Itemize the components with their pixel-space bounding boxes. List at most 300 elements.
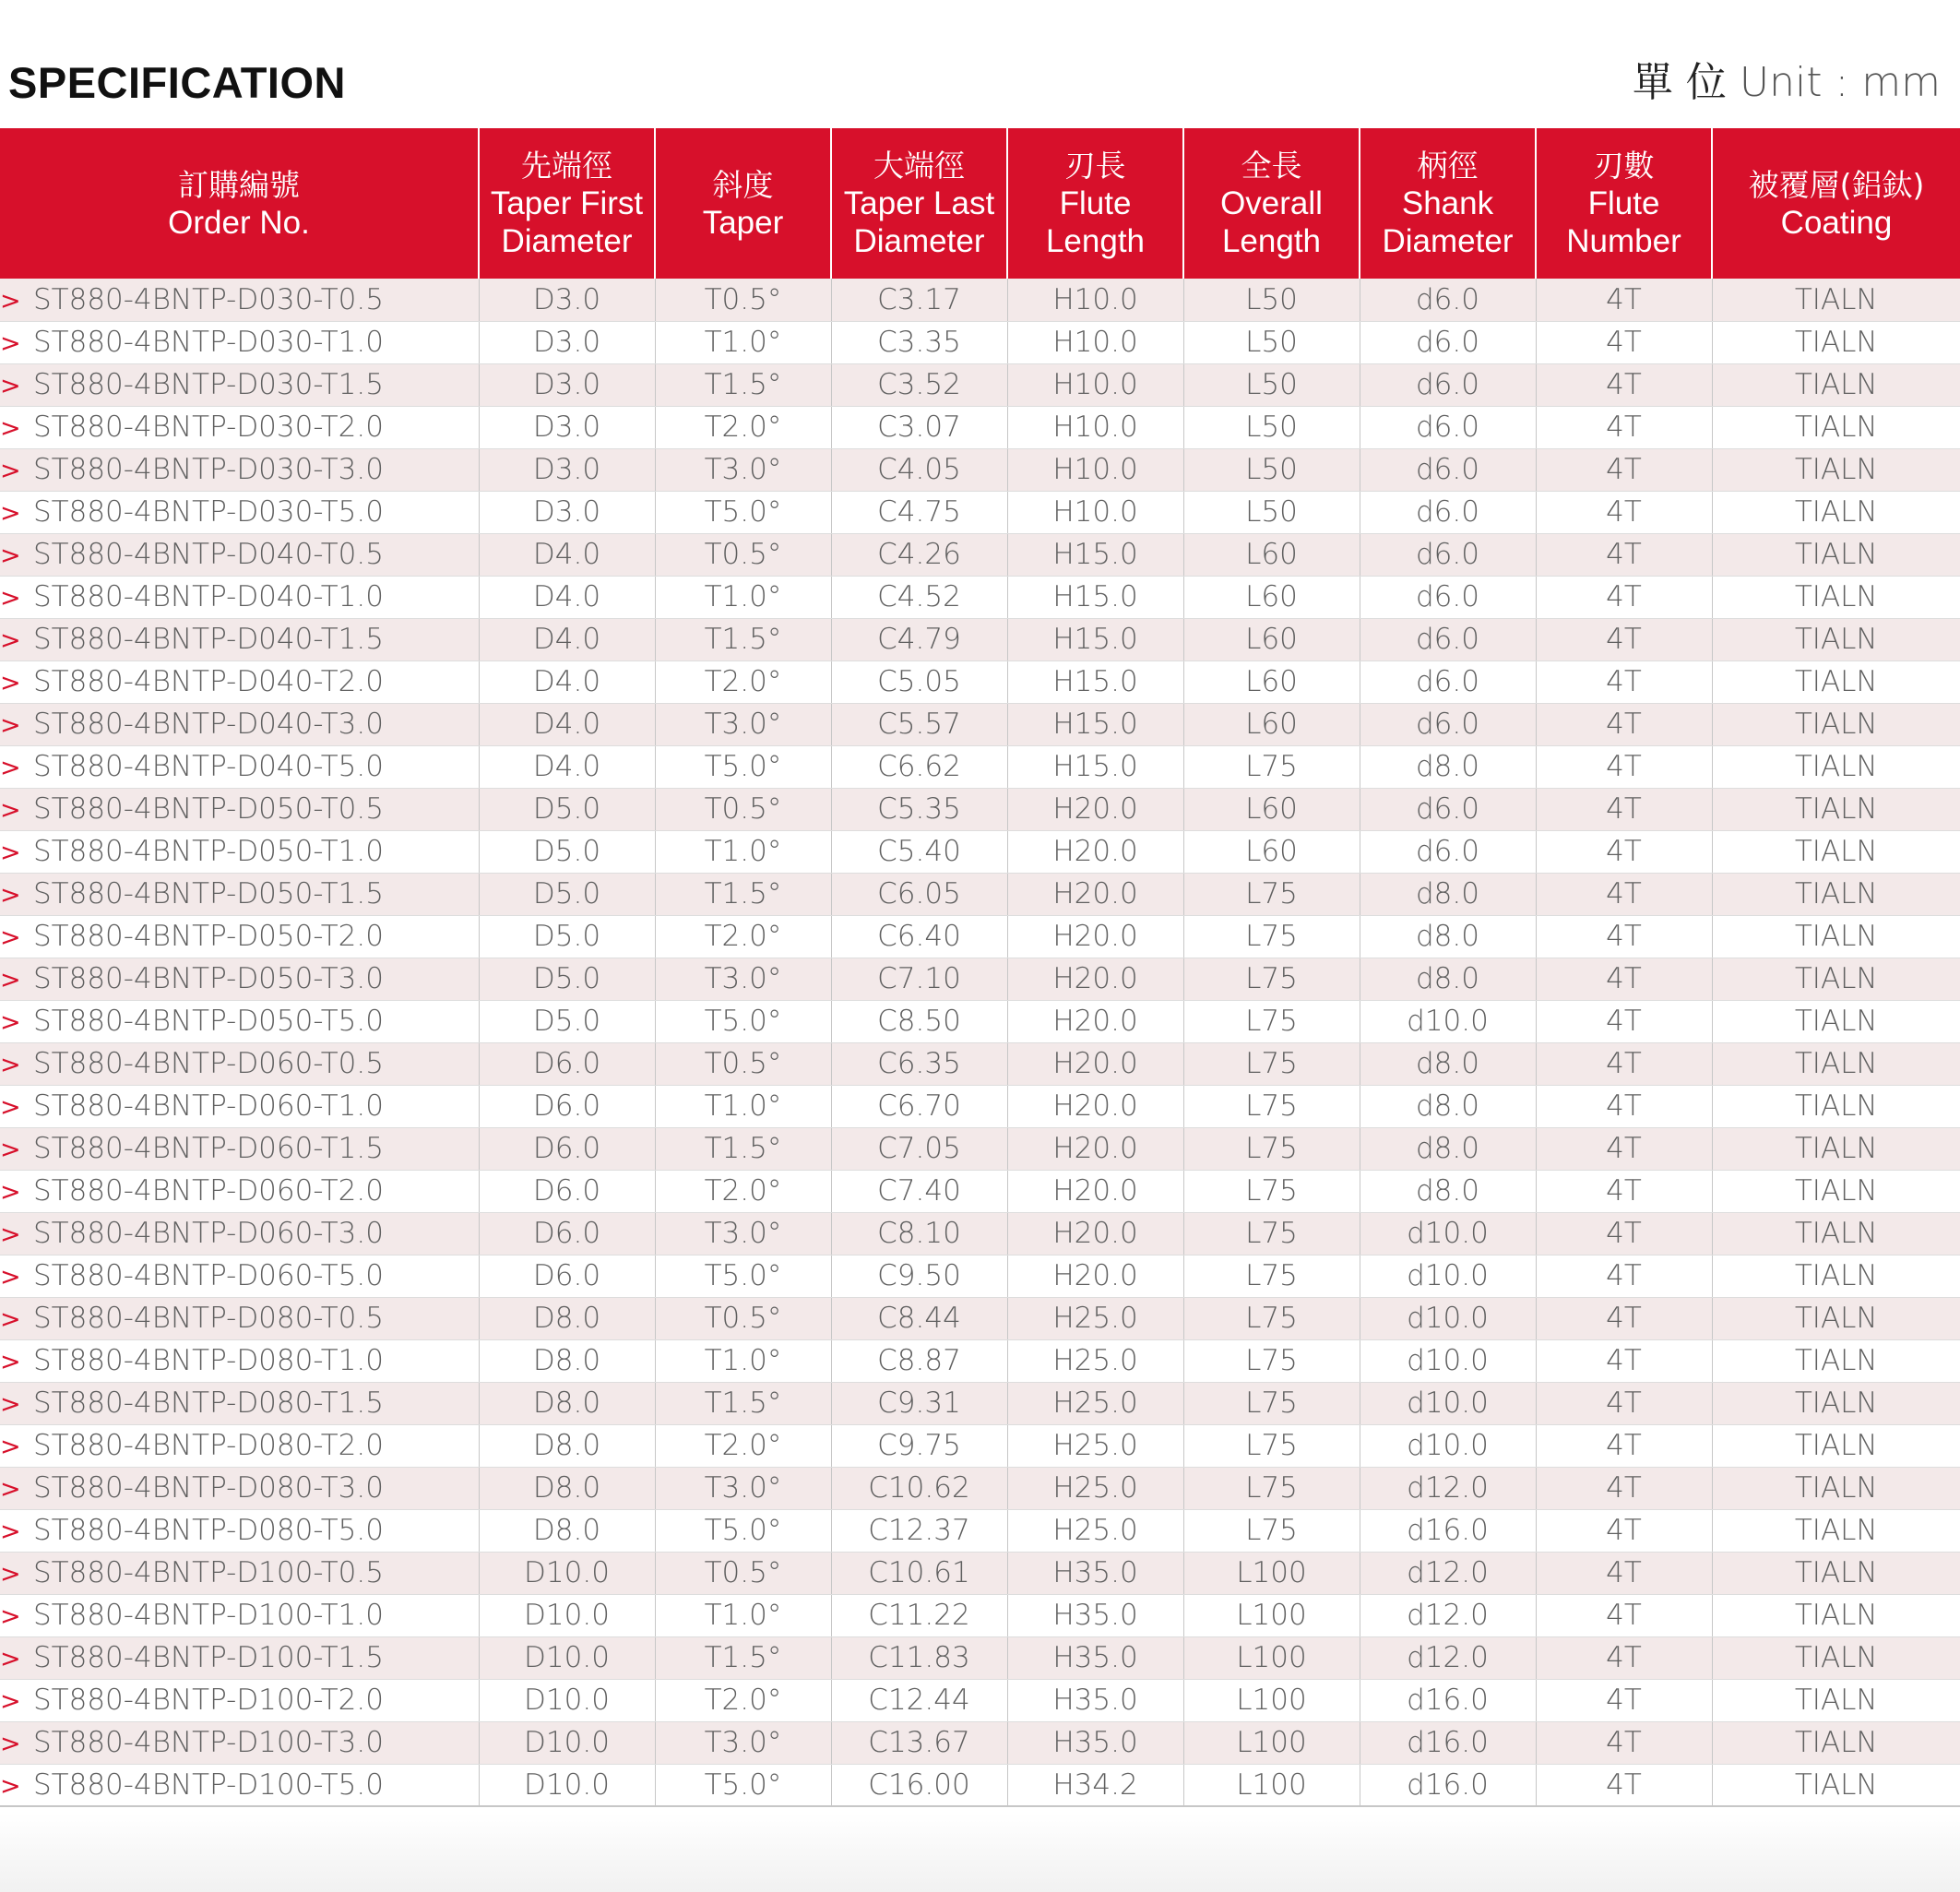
cell-flute-number: 4T <box>1536 1212 1712 1255</box>
cell-flute-number: 4T <box>1536 618 1712 660</box>
order-number: ST880-4BNTP-D030-T5.0 <box>33 495 384 529</box>
cell-flute-length: H34.2 <box>1007 1764 1183 1806</box>
cell-taper: T1.5° <box>655 363 831 406</box>
cell-flute-number: 4T <box>1536 830 1712 873</box>
cell-taper-first-diameter: D4.0 <box>479 660 655 703</box>
specification-table <box>0 128 1960 1807</box>
cell-taper-first-diameter: D6.0 <box>479 1212 655 1255</box>
cell-shank-diameter: d10.0 <box>1360 1382 1536 1424</box>
column-header-flute-number <box>1536 128 1712 279</box>
cell-order-no <box>0 1509 479 1552</box>
cell-taper-first-diameter: D10.0 <box>479 1636 655 1679</box>
cell-coating: TIALN <box>1712 830 1960 873</box>
cell-coating: TIALN <box>1712 703 1960 745</box>
row-marker-chevron-icon: > <box>0 584 21 613</box>
table-row <box>0 1594 1960 1636</box>
cell-overall-length: L50 <box>1183 279 1360 321</box>
cell-coating: TIALN <box>1712 1721 1960 1764</box>
cell-taper-last-diameter: C6.62 <box>831 745 1007 788</box>
order-number: ST880-4BNTP-D060-T1.5 <box>33 1132 384 1165</box>
cell-taper: T1.0° <box>655 1085 831 1127</box>
table-row <box>0 703 1960 745</box>
cell-overall-length: L75 <box>1183 1000 1360 1042</box>
cell-shank-diameter: d6.0 <box>1360 660 1536 703</box>
cell-overall-length: L50 <box>1183 406 1360 448</box>
cell-flute-length: H10.0 <box>1007 406 1183 448</box>
cell-taper: T5.0° <box>655 1509 831 1552</box>
cell-order-no <box>0 703 479 745</box>
cell-taper-first-diameter: D5.0 <box>479 1000 655 1042</box>
cell-order-no <box>0 533 479 576</box>
table-row <box>0 1297 1960 1339</box>
row-marker-chevron-icon: > <box>0 1475 21 1504</box>
order-number: ST880-4BNTP-D080-T1.0 <box>33 1344 384 1377</box>
cell-coating: TIALN <box>1712 1297 1960 1339</box>
cell-shank-diameter: d10.0 <box>1360 1255 1536 1297</box>
cell-order-no <box>0 1339 479 1382</box>
cell-taper-last-diameter: C13.67 <box>831 1721 1007 1764</box>
cell-taper: T2.0° <box>655 1424 831 1467</box>
cell-shank-diameter: d6.0 <box>1360 406 1536 448</box>
cell-taper-first-diameter: D6.0 <box>479 1127 655 1170</box>
cell-order-no <box>0 1170 479 1212</box>
row-marker-chevron-icon: > <box>0 499 21 528</box>
cell-order-no <box>0 1212 479 1255</box>
cell-taper-first-diameter: D3.0 <box>479 491 655 533</box>
column-header-coating <box>1712 128 1960 279</box>
cell-order-no <box>0 448 479 491</box>
column-header-en: Shank <box>1401 185 1494 221</box>
table-row <box>0 1339 1960 1382</box>
cell-flute-length: H35.0 <box>1007 1636 1183 1679</box>
cell-shank-diameter: d12.0 <box>1360 1552 1536 1594</box>
table-row <box>0 1679 1960 1721</box>
cell-coating: TIALN <box>1712 745 1960 788</box>
row-marker-chevron-icon: > <box>0 1602 21 1631</box>
cell-order-no <box>0 915 479 958</box>
cell-coating: TIALN <box>1712 448 1960 491</box>
cell-taper: T5.0° <box>655 1764 831 1806</box>
column-header-taper <box>655 128 831 279</box>
order-number: ST880-4BNTP-D100-T1.0 <box>33 1599 384 1632</box>
cell-taper-first-diameter: D5.0 <box>479 958 655 1000</box>
cell-flute-number: 4T <box>1536 279 1712 321</box>
column-header-en: Taper <box>702 204 784 241</box>
cell-taper-first-diameter: D10.0 <box>479 1764 655 1806</box>
cell-flute-number: 4T <box>1536 448 1712 491</box>
table-row <box>0 406 1960 448</box>
cell-order-no <box>0 788 479 830</box>
cell-taper-first-diameter: D8.0 <box>479 1424 655 1467</box>
header-row <box>0 128 1960 279</box>
cell-overall-length: L75 <box>1183 1382 1360 1424</box>
cell-shank-diameter: d8.0 <box>1360 1127 1536 1170</box>
column-header-en: Diameter <box>853 223 985 259</box>
cell-taper-first-diameter: D3.0 <box>479 448 655 491</box>
table-row <box>0 788 1960 830</box>
table-body <box>0 279 1960 1806</box>
table-row <box>0 958 1960 1000</box>
table-row <box>0 830 1960 873</box>
cell-flute-length: H10.0 <box>1007 363 1183 406</box>
cell-coating: TIALN <box>1712 1424 1960 1467</box>
cell-order-no <box>0 830 479 873</box>
column-header-zh: 刃長 <box>1064 148 1126 184</box>
column-header-en: Flute <box>1587 185 1660 221</box>
cell-coating: TIALN <box>1712 321 1960 363</box>
cell-taper-first-diameter: D8.0 <box>479 1339 655 1382</box>
cell-taper: T1.5° <box>655 618 831 660</box>
cell-overall-length: L75 <box>1183 1339 1360 1382</box>
row-marker-chevron-icon: > <box>0 1220 21 1249</box>
cell-order-no <box>0 363 479 406</box>
cell-order-no <box>0 406 479 448</box>
cell-taper-last-diameter: C10.62 <box>831 1467 1007 1509</box>
cell-shank-diameter: d6.0 <box>1360 788 1536 830</box>
cell-taper-last-diameter: C7.40 <box>831 1170 1007 1212</box>
cell-taper: T5.0° <box>655 745 831 788</box>
cell-overall-length: L60 <box>1183 576 1360 618</box>
order-number: ST880-4BNTP-D030-T0.5 <box>33 282 384 316</box>
cell-overall-length: L50 <box>1183 321 1360 363</box>
cell-taper-first-diameter: D6.0 <box>479 1085 655 1127</box>
cell-coating: TIALN <box>1712 915 1960 958</box>
cell-shank-diameter: d10.0 <box>1360 1000 1536 1042</box>
column-header-shank-diameter <box>1360 128 1536 279</box>
cell-overall-length: L50 <box>1183 363 1360 406</box>
order-number: ST880-4BNTP-D050-T1.5 <box>33 877 384 910</box>
cell-taper: T1.5° <box>655 1636 831 1679</box>
cell-coating: TIALN <box>1712 618 1960 660</box>
cell-taper: T3.0° <box>655 958 831 1000</box>
cell-overall-length: L75 <box>1183 1509 1360 1552</box>
cell-taper-last-diameter: C8.87 <box>831 1339 1007 1382</box>
cell-flute-length: H20.0 <box>1007 958 1183 1000</box>
table-row <box>0 1085 1960 1127</box>
cell-taper: T1.0° <box>655 321 831 363</box>
cell-shank-diameter: d6.0 <box>1360 618 1536 660</box>
cell-flute-length: H35.0 <box>1007 1679 1183 1721</box>
cell-taper: T3.0° <box>655 448 831 491</box>
cell-taper: T1.5° <box>655 1127 831 1170</box>
cell-taper: T2.0° <box>655 1170 831 1212</box>
cell-taper-first-diameter: D8.0 <box>479 1509 655 1552</box>
cell-flute-length: H35.0 <box>1007 1721 1183 1764</box>
cell-shank-diameter: d6.0 <box>1360 279 1536 321</box>
cell-coating: TIALN <box>1712 660 1960 703</box>
order-number: ST880-4BNTP-D100-T1.5 <box>33 1641 384 1674</box>
row-marker-chevron-icon: > <box>0 966 21 994</box>
cell-flute-length: H15.0 <box>1007 660 1183 703</box>
cell-flute-number: 4T <box>1536 1170 1712 1212</box>
order-number: ST880-4BNTP-D080-T1.5 <box>33 1386 384 1420</box>
row-marker-chevron-icon: > <box>0 754 21 782</box>
column-header-zh: 斜度 <box>712 166 774 203</box>
cell-order-no <box>0 1297 479 1339</box>
cell-taper: T3.0° <box>655 1212 831 1255</box>
row-marker-chevron-icon: > <box>0 457 21 485</box>
order-number: ST880-4BNTP-D040-T3.0 <box>33 708 384 741</box>
column-header-en: Diameter <box>1382 223 1514 259</box>
order-number: ST880-4BNTP-D040-T1.0 <box>33 580 384 613</box>
row-marker-chevron-icon: > <box>0 626 21 655</box>
table-row <box>0 1127 1960 1170</box>
cell-flute-number: 4T <box>1536 1764 1712 1806</box>
cell-overall-length: L75 <box>1183 915 1360 958</box>
cell-flute-length: H10.0 <box>1007 279 1183 321</box>
cell-taper-last-diameter: C5.57 <box>831 703 1007 745</box>
row-marker-chevron-icon: > <box>0 1008 21 1037</box>
cell-order-no <box>0 1594 479 1636</box>
cell-flute-length: H10.0 <box>1007 321 1183 363</box>
cell-order-no <box>0 1424 479 1467</box>
cell-taper-last-diameter: C3.07 <box>831 406 1007 448</box>
cell-order-no <box>0 1467 479 1509</box>
cell-overall-length: L75 <box>1183 1085 1360 1127</box>
order-number: ST880-4BNTP-D080-T5.0 <box>33 1514 384 1547</box>
cell-taper-first-diameter: D3.0 <box>479 321 655 363</box>
cell-taper-first-diameter: D6.0 <box>479 1170 655 1212</box>
cell-shank-diameter: d6.0 <box>1360 491 1536 533</box>
cell-shank-diameter: d8.0 <box>1360 873 1536 915</box>
table-row <box>0 1212 1960 1255</box>
cell-taper-last-diameter: C8.10 <box>831 1212 1007 1255</box>
cell-order-no <box>0 1085 479 1127</box>
cell-coating: TIALN <box>1712 1636 1960 1679</box>
cell-flute-length: H25.0 <box>1007 1424 1183 1467</box>
cell-taper: T2.0° <box>655 660 831 703</box>
column-header-en: Length <box>1221 223 1322 259</box>
cell-order-no <box>0 576 479 618</box>
table-row <box>0 1764 1960 1806</box>
row-marker-chevron-icon: > <box>0 1348 21 1376</box>
cell-flute-length: H10.0 <box>1007 448 1183 491</box>
cell-coating: TIALN <box>1712 1467 1960 1509</box>
order-number: ST880-4BNTP-D050-T2.0 <box>33 920 384 953</box>
cell-overall-length: L100 <box>1183 1679 1360 1721</box>
cell-taper-first-diameter: D3.0 <box>479 279 655 321</box>
row-marker-chevron-icon: > <box>0 796 21 825</box>
cell-taper-last-diameter: C3.52 <box>831 363 1007 406</box>
cell-taper-last-diameter: C4.26 <box>831 533 1007 576</box>
row-marker-chevron-icon: > <box>0 414 21 443</box>
cell-flute-length: H25.0 <box>1007 1339 1183 1382</box>
cell-taper-first-diameter: D4.0 <box>479 618 655 660</box>
table-row <box>0 1170 1960 1212</box>
cell-order-no <box>0 1255 479 1297</box>
cell-shank-diameter: d8.0 <box>1360 1170 1536 1212</box>
order-number: ST880-4BNTP-D100-T5.0 <box>33 1767 384 1802</box>
cell-taper-first-diameter: D10.0 <box>479 1552 655 1594</box>
table-row <box>0 1636 1960 1679</box>
cell-taper-last-diameter: C10.61 <box>831 1552 1007 1594</box>
order-number: ST880-4BNTP-D100-T3.0 <box>33 1726 384 1759</box>
cell-order-no <box>0 1764 479 1806</box>
cell-shank-diameter: d8.0 <box>1360 915 1536 958</box>
table-row <box>0 1255 1960 1297</box>
cell-order-no <box>0 618 479 660</box>
order-number: ST880-4BNTP-D080-T3.0 <box>33 1471 384 1505</box>
cell-flute-number: 4T <box>1536 1255 1712 1297</box>
cell-shank-diameter: d10.0 <box>1360 1297 1536 1339</box>
cell-taper: T1.0° <box>655 1594 831 1636</box>
order-number: ST880-4BNTP-D040-T5.0 <box>33 750 384 783</box>
cell-order-no <box>0 279 479 321</box>
cell-flute-length: H15.0 <box>1007 618 1183 660</box>
cell-flute-number: 4T <box>1536 1594 1712 1636</box>
cell-taper-last-diameter: C3.35 <box>831 321 1007 363</box>
table-row <box>0 576 1960 618</box>
cell-shank-diameter: d16.0 <box>1360 1679 1536 1721</box>
cell-order-no <box>0 660 479 703</box>
cell-taper-last-diameter: C12.44 <box>831 1679 1007 1721</box>
column-header-flute-length <box>1007 128 1183 279</box>
column-header-en: Diameter <box>501 223 633 259</box>
cell-taper: T1.0° <box>655 1339 831 1382</box>
cell-flute-number: 4T <box>1536 873 1712 915</box>
row-marker-chevron-icon: > <box>0 1645 21 1673</box>
order-number: ST880-4BNTP-D080-T0.5 <box>33 1302 384 1335</box>
column-header-en: Coating <box>1780 204 1893 241</box>
cell-shank-diameter: d6.0 <box>1360 321 1536 363</box>
row-marker-chevron-icon: > <box>0 1517 21 1546</box>
cell-overall-length: L60 <box>1183 660 1360 703</box>
cell-taper-last-diameter: C5.35 <box>831 788 1007 830</box>
cell-taper-last-diameter: C16.00 <box>831 1764 1007 1806</box>
cell-flute-number: 4T <box>1536 788 1712 830</box>
cell-shank-diameter: d8.0 <box>1360 1085 1536 1127</box>
cell-coating: TIALN <box>1712 1170 1960 1212</box>
cell-flute-length: H20.0 <box>1007 788 1183 830</box>
cell-coating: TIALN <box>1712 279 1960 321</box>
cell-taper-first-diameter: D8.0 <box>479 1467 655 1509</box>
cell-taper: T5.0° <box>655 1000 831 1042</box>
cell-flute-number: 4T <box>1536 321 1712 363</box>
cell-taper-first-diameter: D5.0 <box>479 788 655 830</box>
cell-flute-number: 4T <box>1536 1042 1712 1085</box>
cell-taper-first-diameter: D3.0 <box>479 363 655 406</box>
cell-flute-length: H25.0 <box>1007 1297 1183 1339</box>
cell-taper: T5.0° <box>655 491 831 533</box>
order-number: ST880-4BNTP-D040-T2.0 <box>33 665 384 698</box>
cell-shank-diameter: d16.0 <box>1360 1509 1536 1552</box>
order-number: ST880-4BNTP-D100-T0.5 <box>33 1556 384 1589</box>
cell-flute-number: 4T <box>1536 1552 1712 1594</box>
cell-flute-number: 4T <box>1536 1636 1712 1679</box>
table-row <box>0 618 1960 660</box>
column-header-taper-first-diameter <box>479 128 655 279</box>
cell-flute-number: 4T <box>1536 1000 1712 1042</box>
order-number: ST880-4BNTP-D050-T1.0 <box>33 835 384 868</box>
cell-coating: TIALN <box>1712 363 1960 406</box>
cell-flute-length: H20.0 <box>1007 873 1183 915</box>
cell-taper-first-diameter: D6.0 <box>479 1042 655 1085</box>
cell-flute-length: H20.0 <box>1007 915 1183 958</box>
row-marker-chevron-icon: > <box>0 1093 21 1122</box>
row-marker-chevron-icon: > <box>0 1263 21 1291</box>
cell-flute-number: 4T <box>1536 1721 1712 1764</box>
row-marker-chevron-icon: > <box>0 1433 21 1461</box>
column-header-zh: 先端徑 <box>521 148 612 184</box>
cell-shank-diameter: d6.0 <box>1360 576 1536 618</box>
order-number: ST880-4BNTP-D060-T5.0 <box>33 1259 384 1292</box>
cell-order-no <box>0 1552 479 1594</box>
cell-overall-length: L75 <box>1183 1297 1360 1339</box>
table-row <box>0 321 1960 363</box>
cell-order-no <box>0 1679 479 1721</box>
order-number: ST880-4BNTP-D060-T1.0 <box>33 1089 384 1123</box>
row-marker-chevron-icon: > <box>0 1178 21 1207</box>
cell-taper: T1.5° <box>655 873 831 915</box>
table-row <box>0 745 1960 788</box>
cell-overall-length: L60 <box>1183 618 1360 660</box>
cell-shank-diameter: d12.0 <box>1360 1636 1536 1679</box>
table-row <box>0 533 1960 576</box>
table-row <box>0 448 1960 491</box>
order-number: ST880-4BNTP-D030-T1.0 <box>33 326 384 359</box>
cell-taper-last-diameter: C12.37 <box>831 1509 1007 1552</box>
cell-coating: TIALN <box>1712 576 1960 618</box>
cell-taper-first-diameter: D5.0 <box>479 873 655 915</box>
cell-overall-length: L60 <box>1183 788 1360 830</box>
cell-overall-length: L100 <box>1183 1552 1360 1594</box>
cell-shank-diameter: d8.0 <box>1360 745 1536 788</box>
cell-taper-first-diameter: D4.0 <box>479 533 655 576</box>
column-header-zh: 刃數 <box>1593 148 1655 184</box>
order-number: ST880-4BNTP-D040-T0.5 <box>33 538 384 571</box>
cell-taper-last-diameter: C3.17 <box>831 279 1007 321</box>
cell-taper-first-diameter: D8.0 <box>479 1382 655 1424</box>
table-row <box>0 873 1960 915</box>
cell-order-no <box>0 873 479 915</box>
cell-taper-last-diameter: C8.50 <box>831 1000 1007 1042</box>
cell-taper: T0.5° <box>655 1297 831 1339</box>
column-header-overall-length <box>1183 128 1360 279</box>
cell-order-no <box>0 958 479 1000</box>
cell-taper-last-diameter: C4.52 <box>831 576 1007 618</box>
cell-flute-number: 4T <box>1536 660 1712 703</box>
cell-flute-length: H20.0 <box>1007 1042 1183 1085</box>
row-marker-chevron-icon: > <box>0 1730 21 1758</box>
order-number: ST880-4BNTP-D060-T3.0 <box>33 1217 384 1250</box>
cell-taper-last-diameter: C6.70 <box>831 1085 1007 1127</box>
cell-coating: TIALN <box>1712 1509 1960 1552</box>
cell-taper: T2.0° <box>655 915 831 958</box>
cell-taper-last-diameter: C4.79 <box>831 618 1007 660</box>
cell-taper: T3.0° <box>655 1467 831 1509</box>
cell-flute-length: H20.0 <box>1007 1212 1183 1255</box>
column-header-zh: 柄徑 <box>1417 148 1479 184</box>
table-row <box>0 1382 1960 1424</box>
cell-coating: TIALN <box>1712 1764 1960 1806</box>
cell-shank-diameter: d6.0 <box>1360 448 1536 491</box>
cell-overall-length: L100 <box>1183 1721 1360 1764</box>
cell-flute-number: 4T <box>1536 1085 1712 1127</box>
cell-shank-diameter: d12.0 <box>1360 1467 1536 1509</box>
order-number: ST880-4BNTP-D050-T3.0 <box>33 962 384 995</box>
cell-overall-length: L50 <box>1183 491 1360 533</box>
cell-taper-first-diameter: D4.0 <box>479 576 655 618</box>
cell-taper-first-diameter: D5.0 <box>479 915 655 958</box>
cell-coating: TIALN <box>1712 1000 1960 1042</box>
order-number: ST880-4BNTP-D030-T3.0 <box>33 453 384 486</box>
cell-taper-first-diameter: D10.0 <box>479 1721 655 1764</box>
cell-taper-last-diameter: C9.31 <box>831 1382 1007 1424</box>
table-row <box>0 1042 1960 1085</box>
cell-coating: TIALN <box>1712 958 1960 1000</box>
cell-overall-length: L100 <box>1183 1594 1360 1636</box>
table-row <box>0 915 1960 958</box>
